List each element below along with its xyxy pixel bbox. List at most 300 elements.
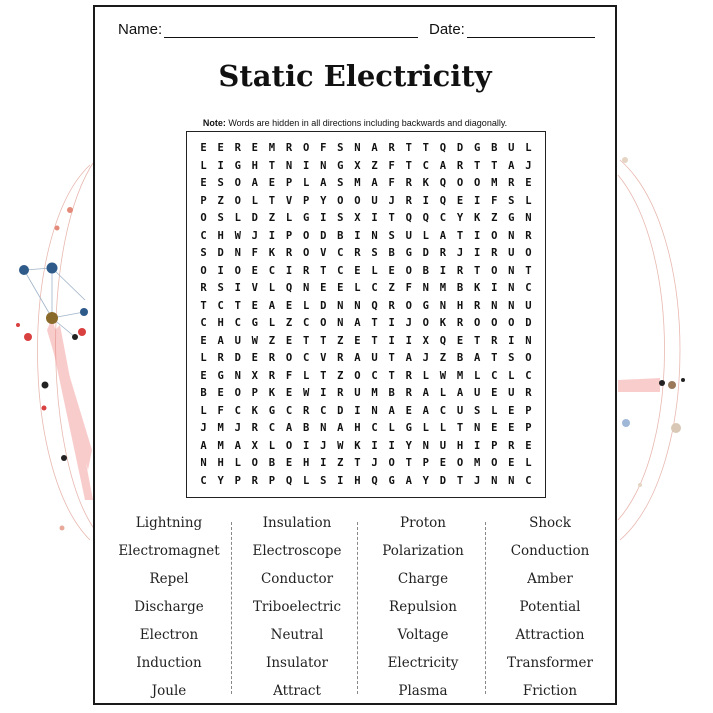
grid-letter[interactable]: R	[354, 247, 361, 259]
grid-letter[interactable]: I	[473, 229, 481, 242]
grid-letter[interactable]: I	[422, 194, 429, 207]
grid-letter[interactable]: U	[234, 334, 241, 347]
grid-letter[interactable]: U	[371, 194, 378, 207]
grid-letter[interactable]: L	[234, 457, 241, 469]
grid-letter[interactable]: S	[508, 194, 515, 207]
grid-letter[interactable]: N	[508, 229, 515, 242]
grid-letter[interactable]: O	[285, 439, 293, 452]
grid-letter[interactable]: X	[354, 159, 361, 172]
grid-letter[interactable]: E	[200, 334, 207, 347]
grid-letter[interactable]: O	[491, 264, 498, 277]
grid-letter[interactable]: Q	[285, 282, 293, 294]
grid-letter[interactable]: U	[354, 387, 361, 399]
grid-letter[interactable]: E	[388, 264, 395, 277]
grid-letter[interactable]: I	[217, 264, 224, 277]
grid-letter[interactable]: P	[525, 422, 532, 434]
grid-letter[interactable]: O	[234, 177, 241, 189]
grid-letter[interactable]: J	[251, 229, 258, 242]
grid-letter[interactable]: E	[525, 439, 532, 452]
grid-letter[interactable]: G	[302, 212, 310, 224]
grid-letter[interactable]: C	[337, 247, 344, 259]
grid-letter[interactable]: E	[200, 142, 207, 154]
grid-letter[interactable]: J	[456, 247, 464, 259]
grid-letter[interactable]: A	[217, 334, 224, 347]
grid-letter[interactable]: A	[456, 387, 464, 399]
grid-letter[interactable]: Y	[422, 474, 429, 487]
grid-letter[interactable]: U	[473, 387, 481, 399]
grid-letter[interactable]: X	[354, 212, 361, 224]
grid-letter[interactable]: D	[337, 404, 344, 417]
grid-letter[interactable]: L	[200, 404, 207, 417]
grid-letter[interactable]: Q	[439, 177, 447, 189]
grid-letter[interactable]: C	[371, 282, 378, 294]
grid-letter[interactable]: G	[251, 317, 258, 329]
grid-letter[interactable]: O	[456, 177, 464, 189]
grid-letter[interactable]: G	[234, 159, 241, 172]
grid-letter[interactable]: C	[234, 404, 241, 417]
grid-letter[interactable]: O	[508, 317, 515, 329]
grid-letter[interactable]: T	[371, 317, 378, 329]
grid-letter[interactable]: C	[439, 212, 447, 224]
grid-letter[interactable]: O	[285, 352, 293, 364]
grid-letter[interactable]: E	[354, 334, 361, 347]
grid-letter[interactable]: T	[405, 142, 412, 154]
grid-letter[interactable]: I	[371, 439, 378, 452]
grid-letter[interactable]: E	[508, 422, 515, 434]
grid-letter[interactable]: H	[456, 439, 464, 452]
grid-letter[interactable]: F	[388, 177, 395, 189]
grid-letter[interactable]: R	[508, 439, 515, 452]
grid-letter[interactable]: C	[217, 299, 224, 312]
grid-letter[interactable]: D	[251, 212, 258, 224]
grid-letter[interactable]: T	[320, 264, 327, 277]
grid-letter[interactable]: E	[285, 457, 293, 469]
grid-letter[interactable]: J	[388, 194, 395, 207]
grid-letter[interactable]: T	[268, 159, 276, 172]
grid-letter[interactable]: P	[234, 474, 241, 487]
grid-letter[interactable]: O	[422, 317, 429, 329]
grid-letter[interactable]: Q	[285, 474, 293, 487]
grid-letter[interactable]: W	[337, 439, 344, 452]
grid-letter[interactable]: B	[268, 457, 276, 469]
grid-letter[interactable]: N	[302, 282, 310, 294]
grid-letter[interactable]: T	[491, 159, 498, 172]
grid-letter[interactable]: M	[217, 422, 224, 434]
grid-letter[interactable]: G	[508, 212, 515, 224]
grid-letter[interactable]: X	[251, 439, 258, 452]
grid-letter[interactable]: F	[217, 404, 224, 417]
grid-letter[interactable]: M	[354, 177, 361, 189]
grid-letter[interactable]: E	[405, 404, 412, 417]
grid-letter[interactable]: A	[251, 177, 258, 189]
grid-letter[interactable]: L	[268, 317, 276, 329]
grid-letter[interactable]: R	[200, 282, 207, 294]
grid-letter[interactable]: E	[251, 264, 258, 277]
grid-letter[interactable]: E	[491, 422, 498, 434]
grid-letter[interactable]: I	[508, 334, 515, 347]
grid-letter[interactable]: L	[422, 229, 429, 242]
grid-letter[interactable]: O	[405, 264, 412, 277]
grid-letter[interactable]: R	[285, 247, 293, 259]
grid-letter[interactable]: Y	[456, 212, 464, 224]
grid-letter[interactable]: L	[302, 299, 310, 312]
grid-letter[interactable]: R	[508, 177, 515, 189]
grid-letter[interactable]: K	[268, 387, 276, 399]
grid-letter[interactable]: Q	[405, 212, 412, 224]
grid-letter[interactable]: O	[234, 264, 241, 277]
grid-letter[interactable]: E	[354, 264, 361, 277]
grid-letter[interactable]: K	[354, 439, 361, 452]
grid-letter[interactable]: T	[268, 194, 276, 207]
grid-letter[interactable]: E	[285, 387, 293, 399]
grid-letter[interactable]: J	[405, 317, 412, 329]
grid-letter[interactable]: N	[422, 439, 429, 452]
grid-letter[interactable]: E	[456, 194, 464, 207]
grid-letter[interactable]: J	[200, 422, 207, 434]
grid-letter[interactable]: D	[320, 229, 327, 242]
grid-letter[interactable]: P	[285, 177, 293, 189]
grid-letter[interactable]: B	[422, 264, 429, 277]
grid-letter[interactable]: Z	[491, 212, 498, 224]
grid-letter[interactable]: N	[285, 159, 293, 172]
grid-letter[interactable]: L	[371, 264, 378, 277]
grid-letter[interactable]: T	[234, 299, 241, 312]
grid-letter[interactable]: Z	[285, 317, 293, 329]
grid-letter[interactable]: Y	[217, 474, 224, 487]
grid-letter[interactable]: E	[320, 282, 327, 294]
grid-letter[interactable]: R	[405, 194, 412, 207]
grid-letter[interactable]: O	[200, 264, 207, 277]
grid-letter[interactable]: R	[268, 369, 276, 382]
grid-letter[interactable]: S	[337, 142, 344, 154]
grid-letter[interactable]: B	[456, 282, 464, 294]
grid-letter[interactable]: C	[525, 369, 532, 382]
grid-letter[interactable]: A	[320, 177, 327, 189]
grid-letter[interactable]: K	[473, 282, 481, 294]
grid-letter[interactable]: N	[525, 334, 532, 347]
grid-letter[interactable]: R	[456, 159, 464, 172]
grid-letter[interactable]: T	[473, 264, 481, 277]
grid-letter[interactable]: T	[473, 159, 481, 172]
grid-letter[interactable]: T	[388, 369, 395, 382]
grid-letter[interactable]: A	[388, 404, 395, 417]
grid-letter[interactable]: T	[456, 229, 464, 242]
grid-letter[interactable]: N	[439, 299, 447, 312]
grid-letter[interactable]: O	[337, 194, 344, 207]
grid-letter[interactable]: E	[200, 369, 207, 382]
grid-letter[interactable]: U	[508, 387, 515, 399]
grid-letter[interactable]: V	[320, 352, 327, 364]
grid-letter[interactable]: S	[337, 212, 344, 224]
grid-letter[interactable]: N	[508, 282, 515, 294]
grid-letter[interactable]: O	[302, 142, 310, 154]
grid-letter[interactable]: D	[234, 352, 241, 364]
grid-letter[interactable]: R	[217, 352, 224, 364]
grid-letter[interactable]: I	[439, 264, 447, 277]
name-field[interactable]	[118, 21, 418, 38]
grid-letter[interactable]: I	[302, 439, 310, 452]
name-underline[interactable]	[164, 23, 418, 38]
grid-letter[interactable]: F	[405, 282, 412, 294]
grid-letter[interactable]: K	[439, 317, 447, 329]
grid-letter[interactable]: U	[405, 229, 412, 242]
grid-letter[interactable]: R	[251, 422, 258, 434]
grid-letter[interactable]: S	[217, 212, 224, 224]
grid-letter[interactable]: O	[302, 229, 310, 242]
grid-letter[interactable]: R	[302, 404, 310, 417]
grid-letter[interactable]: O	[525, 247, 532, 259]
grid-letter[interactable]: R	[473, 299, 481, 312]
grid-letter[interactable]: I	[285, 264, 293, 277]
grid-letter[interactable]: T	[525, 264, 532, 277]
grid-letter[interactable]: Z	[337, 334, 344, 347]
grid-letter[interactable]: F	[320, 142, 327, 154]
grid-letter[interactable]: H	[354, 474, 361, 487]
grid-letter[interactable]: N	[337, 317, 344, 329]
grid-letter[interactable]: P	[251, 387, 258, 399]
grid-letter[interactable]: X	[251, 369, 258, 382]
grid-letter[interactable]: E	[251, 352, 258, 364]
grid-letter[interactable]: U	[525, 299, 532, 312]
grid-letter[interactable]: P	[268, 474, 276, 487]
grid-letter[interactable]: O	[525, 352, 532, 364]
grid-letter[interactable]: Z	[337, 369, 344, 382]
grid-letter[interactable]: U	[508, 247, 515, 259]
grid-letter[interactable]: O	[251, 457, 258, 469]
grid-letter[interactable]: C	[491, 369, 498, 382]
grid-letter[interactable]: Z	[268, 212, 276, 224]
grid-letter[interactable]: Z	[439, 352, 447, 364]
grid-letter[interactable]: O	[354, 369, 361, 382]
grid-letter[interactable]: E	[337, 282, 344, 294]
grid-letter[interactable]: A	[508, 159, 515, 172]
grid-letter[interactable]: G	[337, 159, 344, 172]
grid-letter[interactable]: E	[285, 299, 293, 312]
grid-letter[interactable]: T	[320, 369, 327, 382]
grid-letter[interactable]: L	[525, 142, 532, 154]
grid-letter[interactable]: O	[456, 457, 464, 469]
grid-letter[interactable]: Y	[405, 439, 412, 452]
grid-letter[interactable]: H	[217, 317, 224, 329]
grid-letter[interactable]: K	[422, 177, 429, 189]
grid-letter[interactable]: C	[302, 352, 310, 364]
grid-letter[interactable]: V	[251, 282, 258, 294]
grid-letter[interactable]: M	[371, 387, 378, 399]
grid-letter[interactable]: N	[525, 212, 532, 224]
grid-letter[interactable]: G	[422, 299, 429, 312]
grid-letter[interactable]: F	[388, 159, 395, 172]
grid-letter[interactable]: M	[456, 369, 464, 382]
grid-letter[interactable]: S	[200, 247, 207, 259]
grid-letter[interactable]: L	[388, 422, 395, 434]
grid-letter[interactable]: R	[405, 177, 412, 189]
grid-letter[interactable]: T	[388, 212, 395, 224]
grid-letter[interactable]: K	[473, 212, 481, 224]
grid-letter[interactable]: I	[388, 317, 395, 329]
grid-letter[interactable]: C	[422, 159, 429, 172]
grid-letter[interactable]: I	[320, 212, 327, 224]
grid-letter[interactable]: T	[456, 422, 464, 434]
grid-letter[interactable]: M	[473, 457, 481, 469]
grid-letter[interactable]: N	[354, 299, 361, 312]
grid-letter[interactable]: L	[354, 282, 361, 294]
grid-letter[interactable]: L	[200, 352, 207, 364]
grid-letter[interactable]: C	[302, 317, 310, 329]
date-field[interactable]	[429, 21, 595, 38]
grid-letter[interactable]: S	[388, 229, 395, 242]
grid-letter[interactable]: D	[439, 474, 447, 487]
grid-letter[interactable]: T	[371, 334, 378, 347]
grid-letter[interactable]: R	[251, 474, 258, 487]
grid-letter[interactable]: F	[251, 247, 258, 259]
grid-letter[interactable]: O	[491, 317, 498, 329]
grid-letter[interactable]: R	[456, 264, 464, 277]
grid-letter[interactable]: W	[251, 334, 258, 347]
grid-letter[interactable]: J	[525, 159, 532, 172]
grid-letter[interactable]: E	[251, 299, 258, 312]
grid-letter[interactable]: G	[217, 369, 224, 382]
grid-letter[interactable]: R	[525, 387, 532, 399]
grid-letter[interactable]: N	[473, 422, 481, 434]
grid-letter[interactable]: G	[388, 474, 395, 487]
grid-letter[interactable]: A	[422, 404, 429, 417]
grid-letter[interactable]: O	[200, 212, 207, 224]
grid-letter[interactable]: P	[525, 404, 532, 417]
grid-letter[interactable]: A	[354, 352, 361, 364]
grid-letter[interactable]: L	[473, 369, 481, 382]
grid-letter[interactable]: H	[251, 159, 258, 172]
grid-letter[interactable]: C	[337, 264, 344, 277]
grid-letter[interactable]: X	[422, 334, 429, 347]
grid-letter[interactable]: L	[302, 474, 310, 487]
grid-letter[interactable]: E	[439, 457, 447, 469]
grid-letter[interactable]: Y	[320, 194, 327, 207]
grid-letter[interactable]: B	[388, 387, 395, 399]
grid-letter[interactable]: W	[439, 369, 447, 382]
grid-letter[interactable]: A	[268, 299, 276, 312]
grid-letter[interactable]: E	[285, 334, 293, 347]
grid-letter[interactable]: L	[491, 404, 498, 417]
grid-letter[interactable]: R	[491, 247, 498, 259]
grid-letter[interactable]: R	[337, 387, 344, 399]
grid-letter[interactable]: P	[200, 194, 207, 207]
grid-letter[interactable]: R	[439, 247, 447, 259]
grid-letter[interactable]: I	[473, 194, 481, 207]
grid-letter[interactable]: A	[439, 159, 447, 172]
grid-letter[interactable]: H	[302, 457, 310, 469]
grid-letter[interactable]: O	[405, 299, 412, 312]
grid-letter[interactable]: J	[320, 439, 327, 452]
grid-letter[interactable]: D	[525, 317, 532, 329]
grid-letter[interactable]: E	[508, 404, 515, 417]
grid-letter[interactable]: Q	[439, 142, 447, 154]
grid-letter[interactable]: R	[388, 299, 395, 312]
grid-letter[interactable]: N	[491, 474, 498, 487]
grid-letter[interactable]: N	[320, 422, 327, 434]
grid-letter[interactable]: Z	[337, 457, 344, 469]
grid-letter[interactable]: A	[371, 142, 378, 154]
grid-letter[interactable]: L	[200, 159, 207, 172]
grid-letter[interactable]: R	[456, 317, 464, 329]
grid-letter[interactable]: T	[320, 334, 327, 347]
grid-letter[interactable]: I	[234, 282, 241, 294]
grid-letter[interactable]: J	[234, 422, 241, 434]
grid-letter[interactable]: L	[422, 369, 429, 382]
grid-letter[interactable]: N	[337, 299, 344, 312]
grid-letter[interactable]: L	[302, 177, 310, 189]
grid-letter[interactable]: T	[388, 352, 395, 364]
grid-letter[interactable]: D	[320, 299, 327, 312]
grid-letter[interactable]: A	[422, 387, 429, 399]
grid-letter[interactable]: O	[320, 317, 327, 329]
grid-letter[interactable]: I	[268, 229, 276, 242]
grid-letter[interactable]: T	[405, 159, 412, 172]
grid-letter[interactable]: C	[371, 369, 378, 382]
grid-letter[interactable]: D	[456, 142, 464, 154]
grid-letter[interactable]: L	[285, 212, 293, 224]
grid-letter[interactable]: O	[234, 387, 241, 399]
grid-letter[interactable]: A	[371, 177, 378, 189]
grid-letter[interactable]: C	[200, 229, 207, 242]
grid-letter[interactable]: C	[525, 282, 532, 294]
date-underline[interactable]	[467, 23, 595, 38]
grid-letter[interactable]: O	[302, 247, 310, 259]
grid-letter[interactable]: R	[405, 369, 412, 382]
grid-letter[interactable]: B	[337, 229, 344, 242]
grid-letter[interactable]: C	[268, 264, 276, 277]
grid-letter[interactable]: N	[354, 142, 361, 154]
grid-letter[interactable]: Z	[217, 194, 224, 207]
grid-letter[interactable]: T	[456, 474, 464, 487]
grid-letter[interactable]: N	[508, 474, 515, 487]
grid-letter[interactable]: I	[405, 334, 412, 347]
grid-letter[interactable]: A	[405, 474, 412, 487]
grid-letter[interactable]: B	[388, 247, 395, 259]
grid-letter[interactable]: N	[508, 299, 515, 312]
grid-letter[interactable]: G	[473, 142, 481, 154]
grid-letter[interactable]: Q	[422, 212, 429, 224]
grid-letter[interactable]: R	[337, 352, 344, 364]
grid-letter[interactable]: T	[405, 457, 412, 469]
grid-letter[interactable]: L	[439, 387, 447, 399]
grid-letter[interactable]: A	[200, 439, 207, 452]
grid-letter[interactable]: I	[354, 229, 361, 242]
grid-letter[interactable]: M	[491, 177, 498, 189]
grid-letter[interactable]: C	[285, 404, 293, 417]
grid-letter[interactable]: I	[320, 387, 327, 399]
grid-letter[interactable]: C	[371, 422, 378, 434]
grid-letter[interactable]: U	[439, 439, 447, 452]
grid-letter[interactable]: H	[217, 229, 224, 242]
grid-letter[interactable]: N	[508, 264, 515, 277]
grid-letter[interactable]: N	[234, 369, 241, 382]
grid-letter[interactable]: R	[234, 142, 241, 154]
grid-letter[interactable]: E	[491, 387, 498, 399]
grid-letter[interactable]: C	[200, 474, 207, 487]
grid-letter[interactable]: S	[473, 404, 481, 417]
grid-letter[interactable]: R	[388, 142, 395, 154]
grid-letter[interactable]: H	[456, 299, 464, 312]
grid-letter[interactable]: G	[405, 422, 412, 434]
grid-letter[interactable]: L	[234, 212, 241, 224]
grid-letter[interactable]: P	[302, 194, 310, 207]
grid-letter[interactable]: F	[491, 194, 498, 207]
grid-letter[interactable]: S	[371, 247, 378, 259]
grid-letter[interactable]: U	[371, 352, 378, 364]
grid-letter[interactable]: N	[422, 282, 429, 294]
grid-letter[interactable]: N	[234, 247, 241, 259]
grid-letter[interactable]: O	[388, 457, 395, 469]
